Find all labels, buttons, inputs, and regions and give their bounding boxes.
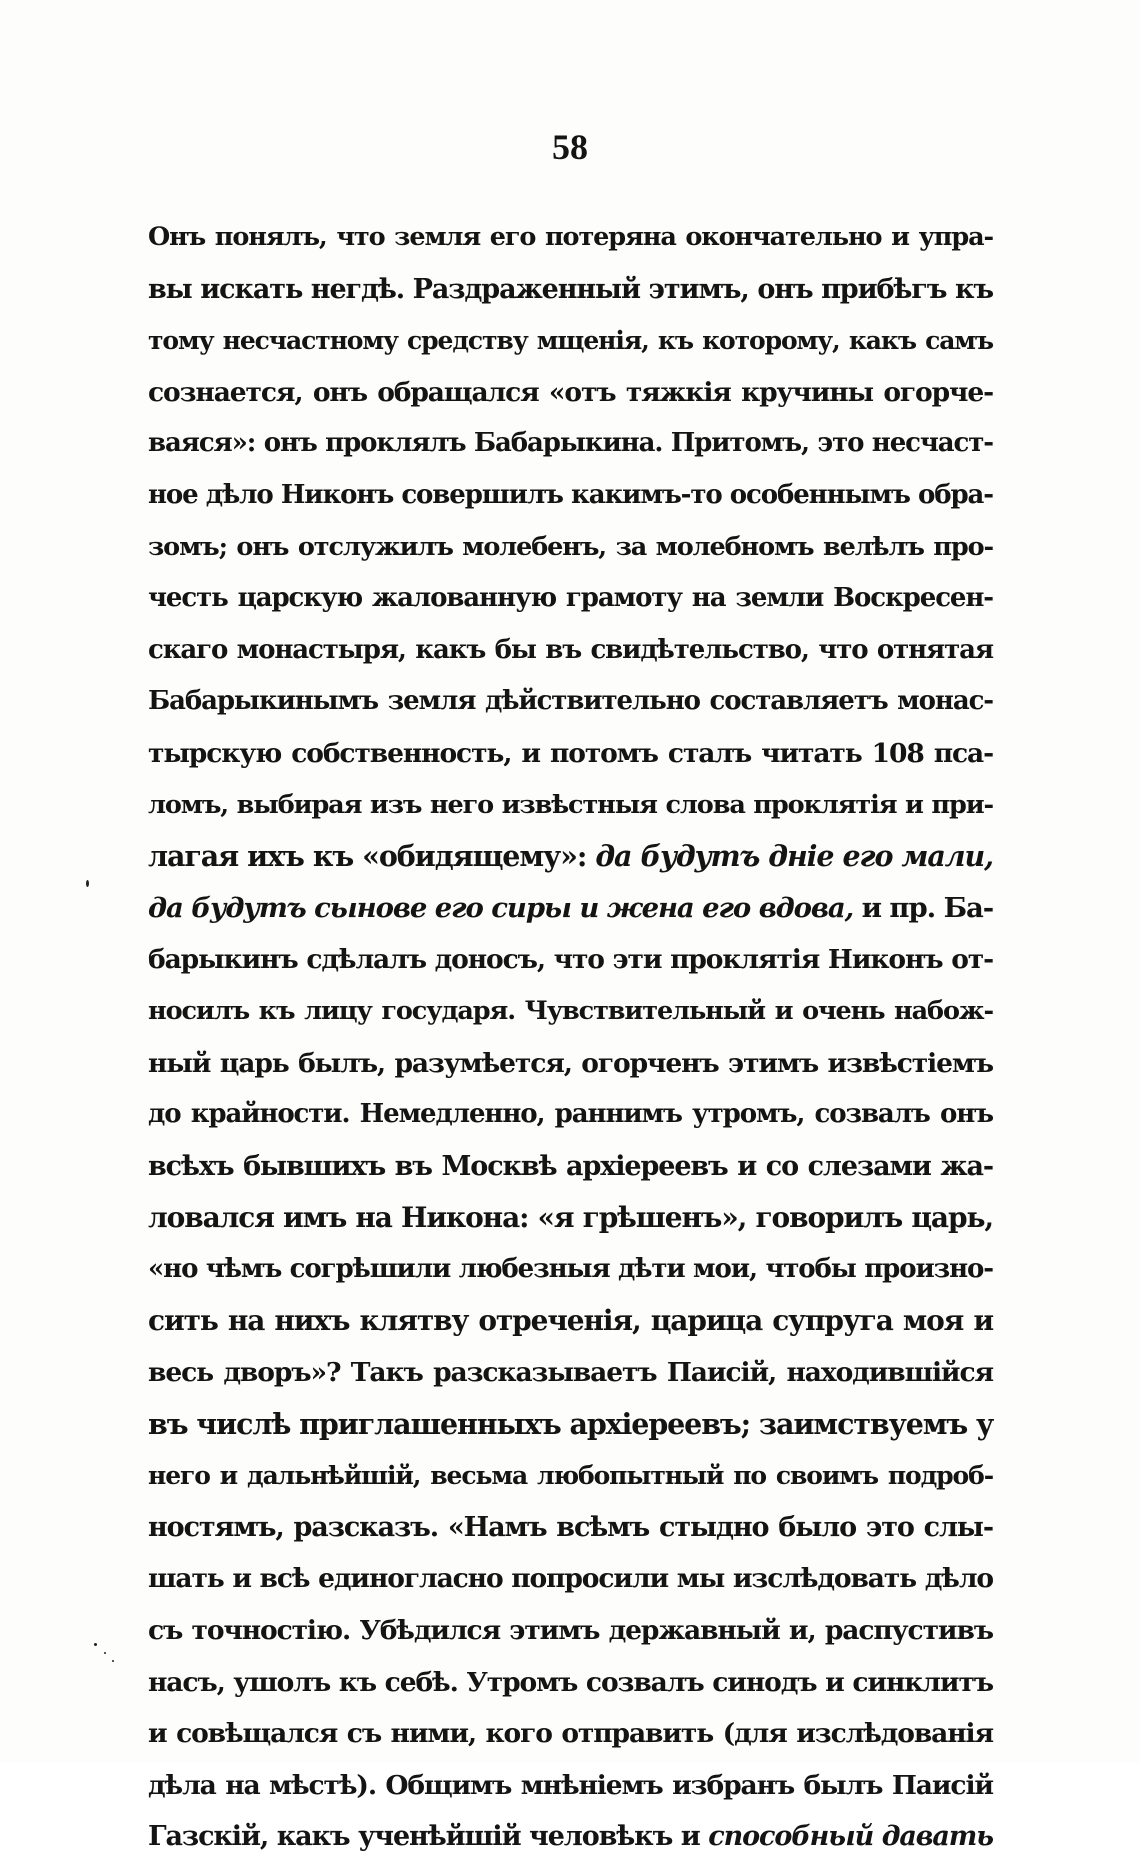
text-line — [148, 1141, 993, 1193]
text-line — [148, 573, 993, 625]
text-line — [148, 1708, 993, 1760]
text-line — [148, 1605, 993, 1657]
text-segment: съ точностію. Убѣдился этимъ державный и, распустивъ — [148, 1615, 993, 1647]
text-line — [148, 625, 993, 677]
text-segment: и пр. Ба- — [853, 891, 994, 924]
text-line — [148, 676, 993, 728]
text-line — [148, 728, 993, 780]
text-segment: него и дальнѣйшій, весьма любопытный по своимъ подроб- — [148, 1461, 993, 1491]
print-speck — [104, 1652, 106, 1654]
text-line — [148, 883, 993, 935]
text-line — [148, 1657, 993, 1709]
text-segment: весь дворъ»? Такъ разсказываетъ Паисій, находившійся — [148, 1357, 993, 1389]
text-line — [148, 1347, 993, 1399]
body-text — [148, 212, 993, 1863]
italic-quote: да будутъ дніе его мали, — [595, 839, 993, 874]
text-line — [148, 1502, 993, 1554]
text-segment: барыкинъ сдѣлалъ доносъ, что эти проклятія Никонъ от- — [148, 944, 993, 976]
text-line — [148, 1295, 993, 1347]
text-segment: ваяся»: онъ проклялъ Бабарыкина. Притомъ, это несчаст- — [148, 428, 993, 459]
text-line — [148, 1450, 993, 1502]
text-segment: зомъ; онъ отслужилъ молебенъ, за молебномъ велѣлъ про- — [148, 531, 993, 562]
text-segment: до крайности. Немедленно, раннимъ утромъ, созвалъ онъ — [148, 1099, 993, 1130]
text-line — [148, 1553, 993, 1605]
text-segment: тому несчастному средству мщенія, къ которому, какъ самъ — [148, 326, 993, 356]
text-line — [148, 264, 993, 316]
text-line — [148, 470, 993, 522]
page-number: 58 — [552, 127, 588, 167]
text-segment: дѣла на мѣстѣ). Общимъ мнѣніемъ избранъ былъ Паисій — [148, 1769, 993, 1801]
text-line — [148, 1399, 993, 1451]
text-segment: лагая ихъ къ «обидящему»: — [148, 839, 596, 874]
text-line — [148, 522, 993, 574]
italic-quote: да будутъ сынове его сиры и жена его вдова, — [148, 891, 854, 924]
text-segment: ный царь былъ, разумѣется, огорченъ этимъ извѣстіемъ — [148, 1047, 993, 1079]
print-speck — [94, 1643, 97, 1646]
text-segment: всѣхъ бывшихъ въ Москвѣ архіереевъ и со слезами жа- — [148, 1150, 993, 1182]
text-line — [148, 315, 993, 367]
text-segment: ностямъ, разсказъ. «Намъ всѣмъ стыдно было это слы- — [148, 1511, 993, 1543]
text-segment: ломъ, выбирая изъ него извѣстныя слова проклятія и при- — [148, 789, 993, 820]
text-segment: сить на нихъ клятву отреченія, царица супруга моя и — [148, 1304, 993, 1338]
text-segment: въ числѣ приглашенныхъ архіереевъ; заимствуемъ у — [148, 1406, 994, 1441]
text-line — [148, 1244, 993, 1296]
text-line — [148, 1089, 993, 1141]
text-segment: честь царскую жалованную грамоту на земли Воскресен- — [148, 583, 993, 614]
italic-quote: способный давать — [708, 1821, 993, 1853]
text-line — [148, 831, 993, 883]
text-segment: ловался имъ на Никона: «я грѣшенъ», говорилъ царь, — [148, 1201, 993, 1235]
text-segment: носилъ къ лицу государя. Чувствительный и очень набож- — [148, 995, 993, 1026]
text-line — [148, 418, 993, 470]
text-line — [148, 212, 993, 264]
text-line — [148, 1192, 993, 1244]
text-segment: ное дѣло Никонъ совершилъ какимъ-то особеннымъ обра- — [148, 479, 993, 510]
text-segment: скаго монастыря, какъ бы въ свидѣтельство, что отнятая — [148, 634, 993, 665]
text-segment: вы искать негдѣ. Раздраженный этимъ, онъ прибѣгъ къ — [148, 273, 993, 305]
text-segment: тырскую собственность, и потомъ сталъ читать 108 пса- — [148, 737, 993, 769]
text-line — [148, 780, 993, 832]
text-segment: Газскій, какъ ученѣйшій человѣкъ и — [148, 1821, 709, 1853]
text-segment: «но чѣмъ согрѣшили любезныя дѣти мои, чтобы произно- — [148, 1253, 993, 1284]
text-line — [148, 934, 993, 986]
text-segment: шать и всѣ единогласно попросили мы изслѣдовать дѣло — [148, 1563, 993, 1595]
print-speck — [112, 1660, 114, 1662]
text-segment: насъ, ушолъ къ себѣ. Утромъ созвалъ синодъ и синклитъ — [148, 1666, 993, 1698]
text-line — [148, 1760, 993, 1812]
text-segment: Онъ понялъ, что земля его потеряна окончательно и упра- — [148, 222, 993, 252]
text-line — [148, 1811, 993, 1863]
text-segment: и совѣщался съ ними, кого отправить (для изслѣдованія — [148, 1718, 993, 1750]
text-line — [148, 1038, 993, 1090]
text-line — [148, 367, 993, 419]
text-segment: Бабарыкинымъ земля дѣйствительно составляетъ монас- — [148, 686, 993, 717]
text-segment: сознается, онъ обращался «отъ тяжкія кручины огорче- — [148, 376, 993, 408]
text-line — [148, 986, 993, 1038]
print-speck — [86, 880, 89, 887]
